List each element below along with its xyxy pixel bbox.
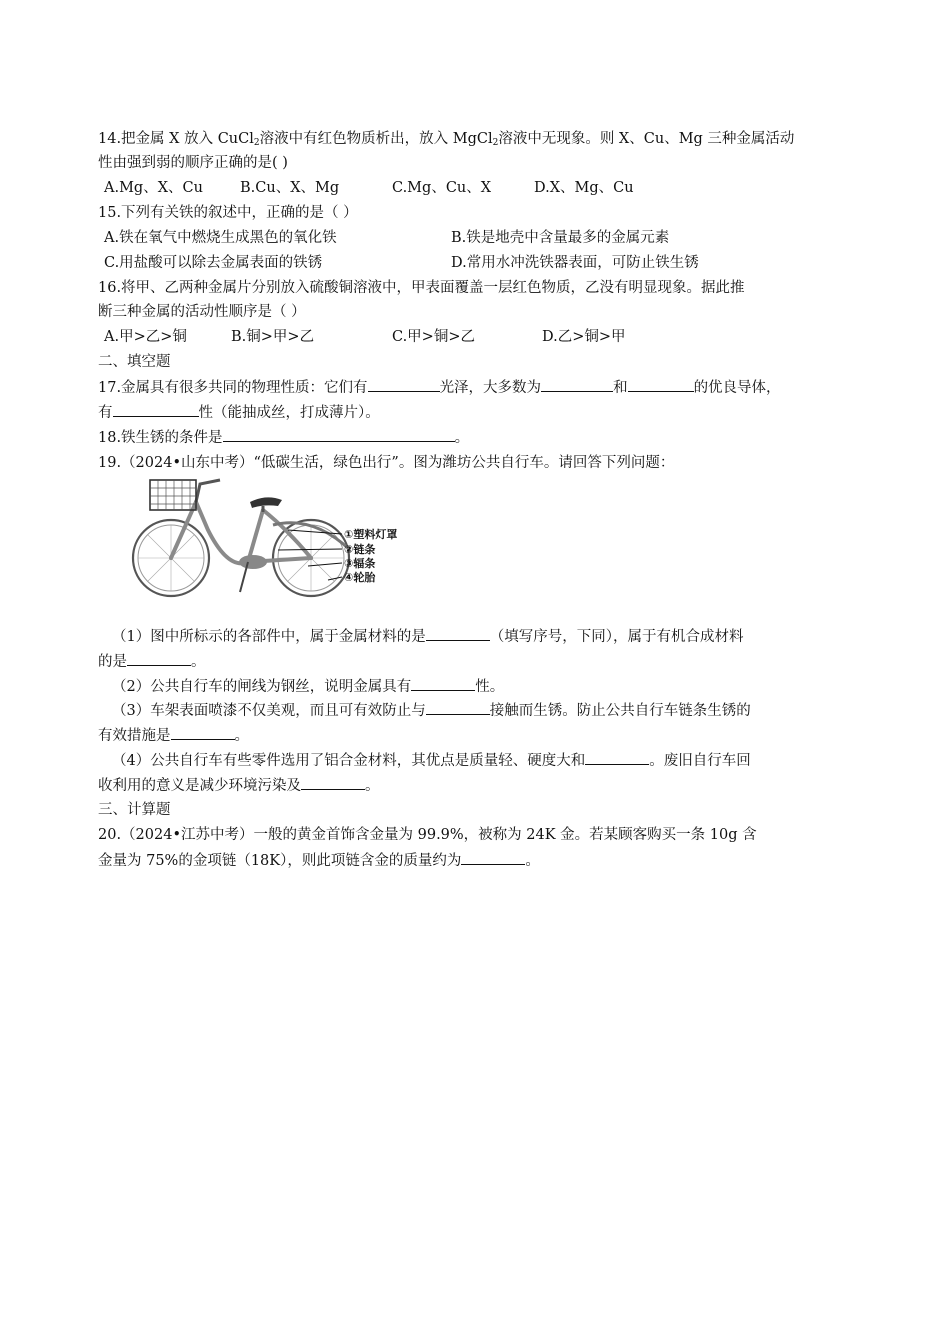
section-calculation-heading: 三、计算题 xyxy=(98,802,171,818)
q19-p1-text-c: 的是 xyxy=(98,654,127,670)
q17-text-e: 有 xyxy=(98,405,113,421)
q14-subscript-b: 2 xyxy=(492,138,499,148)
label-chain: ②链条 xyxy=(344,543,376,556)
q14-text-b: 溶液中有红色物质析出，放入 MgCl xyxy=(259,131,493,147)
q16-option-c: C.甲>铜>乙 xyxy=(392,329,475,345)
q14-option-a: A.Mg、X、Cu xyxy=(104,180,203,196)
q14-line-1 xyxy=(98,129,794,153)
q19-p3-blank-2[interactable] xyxy=(171,725,235,740)
q18-text-b: 。 xyxy=(454,430,470,446)
q19-p3-blank-1[interactable] xyxy=(426,700,490,715)
section-fill-in-heading: 二、填空题 xyxy=(98,354,171,370)
q15-option-b: B.铁是地壳中含量最多的金属元素 xyxy=(451,230,670,246)
q19-p3-text-c: 有效措施是 xyxy=(98,728,171,744)
q15-option-d: D.常用水冲洗铁器表面，可防止铁生锈 xyxy=(451,255,699,271)
q16-line-2: 断三种金属的活动性顺序是（ ） xyxy=(98,304,306,320)
q17-text-b: 光泽，大多数为 xyxy=(439,380,542,396)
q17-text-a: 17.金属具有很多共同的物理性质：它们有 xyxy=(98,380,368,396)
q17-text-d: 的优良导体， xyxy=(693,380,781,396)
q20-line-2 xyxy=(98,850,540,871)
q19-p2-blank[interactable] xyxy=(411,676,475,691)
q19-part1-line-1 xyxy=(112,626,743,647)
q19-p4-text-d: 。 xyxy=(365,778,380,794)
label-spokes: ③辐条 xyxy=(344,557,376,570)
q14-line-2: 性由强到弱的顺序正确的是( ) xyxy=(98,155,288,171)
q19-p4-text-c: 收利用的意义是减少环境污染及 xyxy=(98,778,301,794)
q15-option-a: A.铁在氧气中燃烧生成黑色的氧化铁 xyxy=(104,230,337,246)
q14-option-b: B.Cu、X、Mg xyxy=(240,180,340,196)
q20-line-1: 20.（2024•江苏中考）一般的黄金首饰含金量为 99.9%，被称为 24K 金。若某顾客购买一条 10g 含 xyxy=(98,827,757,843)
q14-option-c: C.Mg、Cu、X xyxy=(392,180,492,196)
q18-line xyxy=(98,427,469,448)
q17-text-f: 性（能抽成丝，打成薄片）。 xyxy=(198,405,380,421)
label-tire: ④轮胎 xyxy=(344,571,376,584)
q20-text-b: 。 xyxy=(525,853,540,869)
q18-text-a: 18.铁生锈的条件是 xyxy=(98,430,223,446)
q19-p1-text-b: （填写序号，下同），属于有机合成材料 xyxy=(489,629,744,645)
q19-stem: 19.（2024•山东中考）“低碳生活，绿色出行”。图为潍坊公共自行车。请回答下列问题： xyxy=(98,455,675,471)
q19-p3-text-a: （3）车架表面喷漆不仅美观，而且可有效防止与 xyxy=(112,703,426,719)
q17-blank-2[interactable] xyxy=(541,377,613,392)
q16-option-a: A.甲>乙>铜 xyxy=(104,329,187,345)
q19-part3-line-1 xyxy=(112,700,751,721)
q17-blank-1[interactable] xyxy=(368,377,440,392)
q19-part3-line-2 xyxy=(98,725,249,746)
q19-p1-blank-1[interactable] xyxy=(426,626,490,641)
q17-line-1 xyxy=(98,377,781,398)
q19-p4-blank-2[interactable] xyxy=(301,775,365,790)
q19-part4-line-1 xyxy=(112,750,751,771)
q16-line-1: 16.将甲、乙两种金属片分别放入硫酸铜溶液中，甲表面覆盖一层红色物质，乙没有明显现象。据此推 xyxy=(98,280,745,296)
q17-line-2 xyxy=(98,402,380,423)
q19-part4-line-2 xyxy=(98,775,380,796)
q16-option-d: D.乙>铜>甲 xyxy=(542,329,626,345)
q19-p2-text-b: 性。 xyxy=(475,679,505,695)
q17-blank-3[interactable] xyxy=(628,377,694,392)
q17-blank-4[interactable] xyxy=(113,402,199,417)
q19-p4-text-b: 。废旧自行车回 xyxy=(649,753,751,769)
q19-p1-text-a: （1）图中所标示的各部件中，属于金属材料的是 xyxy=(112,629,426,645)
q19-part1-line-2 xyxy=(98,651,206,672)
q14-text-c: 溶液中无现象。则 X、Cu、Mg 三种金属活动 xyxy=(498,131,795,147)
bicycle-figure xyxy=(128,470,420,608)
q19-p3-text-b: 接触而生锈。防止公共自行车链条生锈的 xyxy=(489,703,751,719)
q19-p3-text-d: 。 xyxy=(234,728,249,744)
q14-subscript-a: 2 xyxy=(253,138,260,148)
q19-part2-line xyxy=(112,676,504,697)
label-plastic-lampshade: ①塑料灯罩 xyxy=(344,528,398,541)
q19-p2-text-a: （2）公共自行车的闸线为钢丝，说明金属具有 xyxy=(112,679,412,695)
q14-option-d: D.X、Mg、Cu xyxy=(534,180,634,196)
q14-text-a: 14.把金属 X 放入 CuCl xyxy=(98,131,254,147)
q18-blank[interactable] xyxy=(223,427,455,442)
q19-p4-blank-1[interactable] xyxy=(585,750,649,765)
q20-text-a: 金量为 75%的金项链（18K），则此项链含金的质量约为 xyxy=(98,853,462,869)
q16-option-b: B.铜>甲>乙 xyxy=(231,329,315,345)
q15-option-c: C.用盐酸可以除去金属表面的铁锈 xyxy=(104,255,323,271)
q15-stem: 15.下列有关铁的叙述中，正确的是（ ） xyxy=(98,205,358,221)
q20-blank[interactable] xyxy=(461,850,525,865)
q19-p1-blank-2[interactable] xyxy=(127,651,191,666)
q19-p1-text-d: 。 xyxy=(191,654,206,670)
q19-p4-text-a: （4）公共自行车有些零件选用了铝合金材料，其优点是质量轻、硬度大和 xyxy=(112,753,586,769)
q17-text-c: 和 xyxy=(613,380,628,396)
